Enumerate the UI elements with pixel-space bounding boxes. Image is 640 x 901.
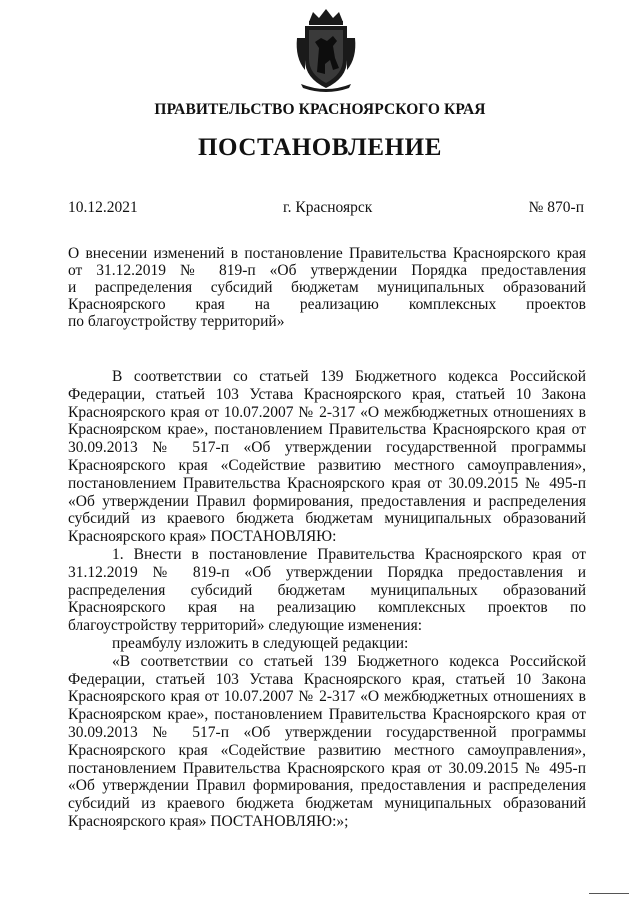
quoted-preamble-paragraph: «В соответствии со статьей 139 Бюджетного кодекса Российской Федерации, статьей 103 Устава Красноярского края, статьей 10 Закона Красноярского края от 10.07.2007 № 2-317 «О межбюджетных отношениях в Красноярском крае», постановлением Правительства Красноярского края от 30.09.2013 № 517-п «Об утверждении государственной программы Красноярского края «Содействие развитию местного самоуправления», постановлением Правительства Красноярского края от 30.09.2015 № 495-п «Об утверждении Правил формирования, предоставления и распределения субсидий из краевого бюджета бюджетам муниципальных образований Красноярского края» ПОСТАНОВЛЯЮ:»; — [68, 652, 586, 830]
organization-name: ПРАВИТЕЛЬСТВО КРАСНОЯРСКОГО КРАЯ — [154, 101, 486, 118]
krasnoyarsk-coat-of-arms-icon — [295, 8, 357, 92]
document-date: 10.12.2021 — [68, 199, 138, 216]
document-body — [68, 368, 586, 831]
item-1-paragraph: 1. Внести в постановление Правительства Красноярского края от 31.12.2019 № 819-п «Об утверждении Порядка предоставления и распределения субсидий бюджетам муниципальных образований Красноярского края на реализацию комплексных проектов по благоустройству территорий» следующие изменения: — [68, 545, 586, 635]
subject-line: по благоустройству территорий» — [68, 313, 285, 330]
subject-line: О внесении изменений в постановление Правительства Красноярского края — [68, 245, 586, 262]
preamble-paragraph: В соответствии со статьей 139 Бюджетного кодекса Российской Федерации, статьей 103 Устава Красноярского края, статьей 10 Закона Красноярского края от 10.07.2007 № 2-317 «О межбюджетных отношениях в Красноярском крае», постановлением Правительства Красноярского края от 30.09.2013 № 517-п «Об утверждении государственной программы Красноярского края «Содействие развитию местного самоуправления», постановлением Правительства Красноярского края от 30.09.2015 № 495-п «Об утверждении Правил формирования, предоставления и распределения субсидий из краевого бюджета бюджетам муниципальных образований Красноярского края» ПОСТАНОВЛЯЮ: — [68, 368, 586, 546]
subject-line: от 31.12.2019 № 819-п «Об утверждении Порядка предоставления — [68, 262, 586, 279]
instruction-paragraph: преамбулу изложить в следующей редакции: — [112, 634, 409, 652]
document-type: ПОСТАНОВЛЕНИЕ — [197, 134, 443, 161]
page-edge-mark — [589, 893, 629, 894]
document-city: г. Красноярск — [283, 199, 373, 216]
subject-line: и распределения субсидий бюджетам муниципальных образований — [68, 279, 586, 296]
document-subject — [68, 245, 586, 330]
document-number: № 870-п — [528, 199, 584, 216]
subject-line: Красноярского края на реализацию комплексных проектов — [68, 296, 586, 313]
